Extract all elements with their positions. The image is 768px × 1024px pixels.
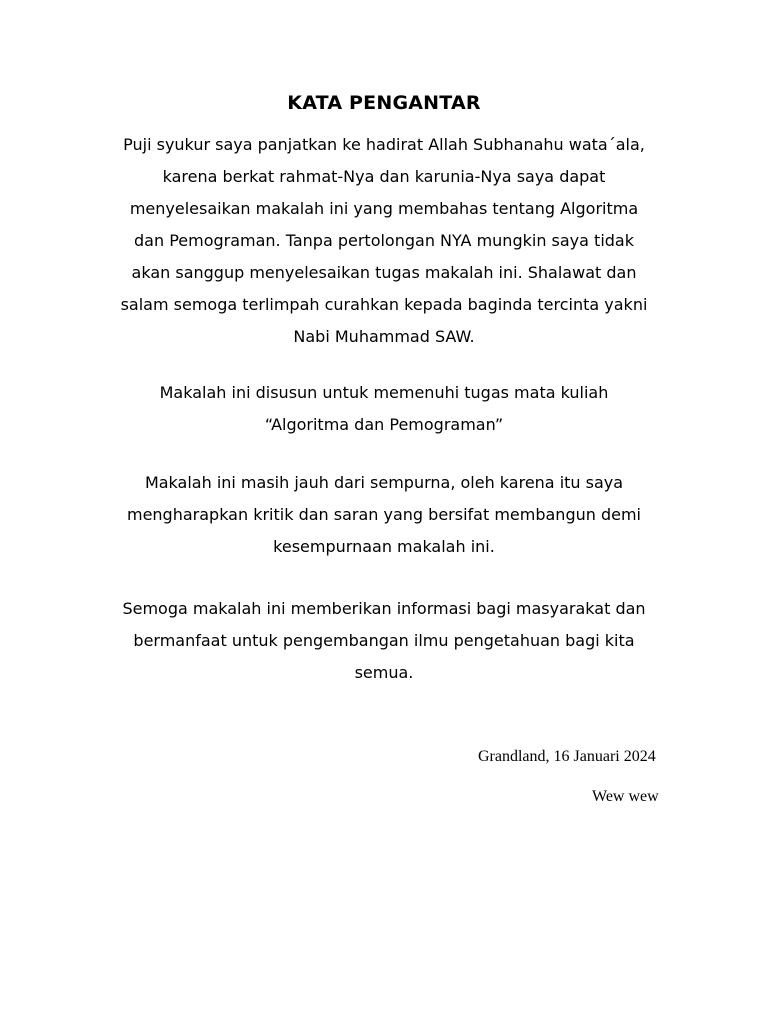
paragraph-line: Nabi Muhammad SAW. (293, 327, 475, 346)
paragraph-line: Puji syukur saya panjatkan ke hadirat Allah Subhanahu wata´ala, (123, 135, 645, 154)
place-date: Grandland, 16 Januari 2024 (478, 748, 656, 765)
paragraph-purpose (60, 377, 708, 441)
paragraph-line: karena berkat rahmat-Nya dan karunia-Nya saya dapat (162, 167, 606, 186)
paragraph-line: mengharapkan kritik dan saran yang bersifat membangun demi (126, 505, 641, 524)
paragraph-line: “Algoritma dan Pemograman” (264, 415, 504, 434)
paragraph-line: Makalah ini masih jauh dari sempurna, oleh karena itu saya (144, 473, 624, 492)
paragraph-line: bermanfaat untuk pengembangan ilmu pengetahuan bagi kita (133, 631, 635, 650)
paragraph-line: menyelesaikan makalah ini yang membahas tentang Algoritma (129, 199, 639, 218)
paragraph-line: Makalah ini disusun untuk memenuhi tugas mata kuliah (159, 383, 609, 402)
page-title: KATA PENGANTAR (287, 92, 481, 114)
paragraph-imperfection (60, 467, 708, 563)
paragraph-line: salam semoga terlimpah curahkan kepada baginda tercinta yakni (120, 295, 648, 314)
paragraph-line: dan Pemograman. Tanpa pertolongan NYA mungkin saya tidak (134, 231, 634, 250)
paragraph-line: semua. (354, 663, 414, 682)
signer-name: Wew wew (592, 788, 659, 805)
paragraph-line: Semoga makalah ini memberikan informasi bagi masyarakat dan (122, 599, 646, 618)
paragraph-gratitude (60, 129, 708, 353)
paragraph-hope (60, 593, 708, 689)
paragraph-line: akan sanggup menyelesaikan tugas makalah ini. Shalawat dan (131, 263, 637, 282)
paragraph-line: kesempurnaan makalah ini. (273, 537, 495, 556)
